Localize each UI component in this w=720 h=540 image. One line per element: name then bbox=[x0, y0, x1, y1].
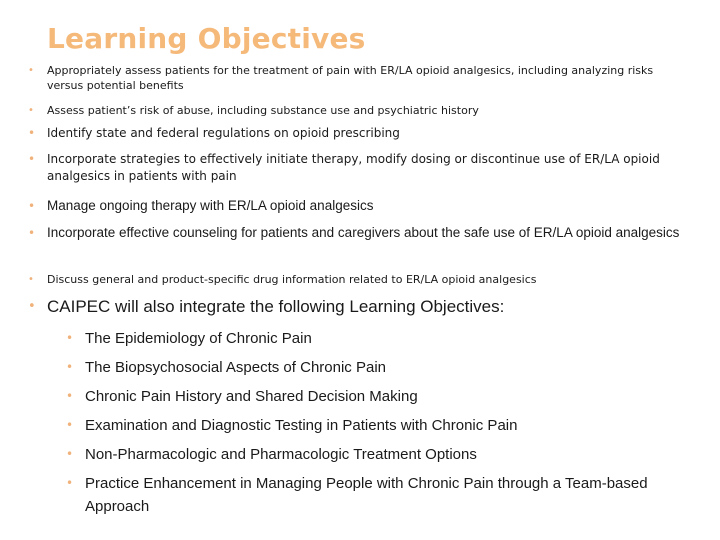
objective-text: Incorporate effective counseling for patients and caregivers about the safe use of ER/LA opioid analgesics bbox=[47, 225, 680, 240]
sub-objective-item bbox=[66, 327, 676, 350]
sub-objective-text: The Biopsychosocial Aspects of Chronic Pain bbox=[85, 359, 386, 376]
sub-objective-item bbox=[66, 414, 676, 437]
bullet-icon: • bbox=[66, 331, 74, 345]
bullet-icon: • bbox=[66, 476, 74, 490]
sub-objective-text: The Epidemiology of Chronic Pain bbox=[85, 330, 312, 347]
sub-objective-item bbox=[66, 472, 676, 518]
sub-objective-text: Non-Pharmacologic and Pharmacologic Treatment Options bbox=[85, 446, 477, 463]
objective-text: Identify state and federal regulations on opioid prescribing bbox=[47, 126, 400, 140]
objective-text: Discuss general and product-specific drug information related to ER/LA opioid analgesics bbox=[47, 273, 537, 286]
objective-item bbox=[28, 125, 688, 142]
objective-text: Manage ongoing therapy with ER/LA opioid analgesics bbox=[47, 198, 374, 213]
bullet-icon: • bbox=[28, 226, 36, 240]
bullet-icon: • bbox=[66, 447, 74, 461]
bullet-icon: • bbox=[66, 418, 74, 432]
bullet-icon: • bbox=[66, 389, 74, 403]
objective-item bbox=[28, 63, 688, 93]
objective-text: CAIPEC will also integrate the following Learning Objectives: bbox=[47, 297, 505, 316]
bullet-icon: • bbox=[66, 360, 74, 374]
bullet-icon: • bbox=[28, 105, 34, 116]
bullet-icon: • bbox=[28, 152, 36, 166]
slide-title: Learning Objectives bbox=[47, 22, 366, 55]
sub-objective-text: Examination and Diagnostic Testing in Patients with Chronic Pain bbox=[85, 417, 518, 434]
objective-text: Incorporate strategies to effectively initiate therapy, modify dosing or discontinue use of ER/LA opioid analgesics in patients with pain bbox=[47, 152, 660, 183]
bullet-icon: • bbox=[28, 299, 36, 314]
objective-text: Appropriately assess patients for the treatment of pain with ER/LA opioid analgesics, including analyzing risks versus potential benefits bbox=[47, 64, 654, 92]
objective-item bbox=[28, 222, 688, 244]
objective-item bbox=[28, 103, 688, 118]
bullet-icon: • bbox=[28, 274, 34, 285]
bullet-icon: • bbox=[28, 199, 36, 213]
sub-objective-text: Chronic Pain History and Shared Decision Making bbox=[85, 388, 418, 405]
objective-item bbox=[28, 272, 688, 287]
bullet-icon: • bbox=[28, 65, 34, 76]
bullet-icon: • bbox=[28, 126, 36, 140]
sub-objective-item bbox=[66, 356, 676, 379]
objective-item bbox=[28, 151, 688, 185]
sub-objective-item bbox=[66, 443, 676, 466]
objective-item bbox=[28, 296, 688, 318]
objective-item bbox=[28, 195, 688, 217]
objective-text: Assess patient’s risk of abuse, including substance use and psychiatric history bbox=[47, 104, 479, 117]
sub-objective-text: Practice Enhancement in Managing People with Chronic Pain through a Team-based Approach bbox=[85, 475, 648, 515]
sub-objective-item bbox=[66, 385, 676, 408]
